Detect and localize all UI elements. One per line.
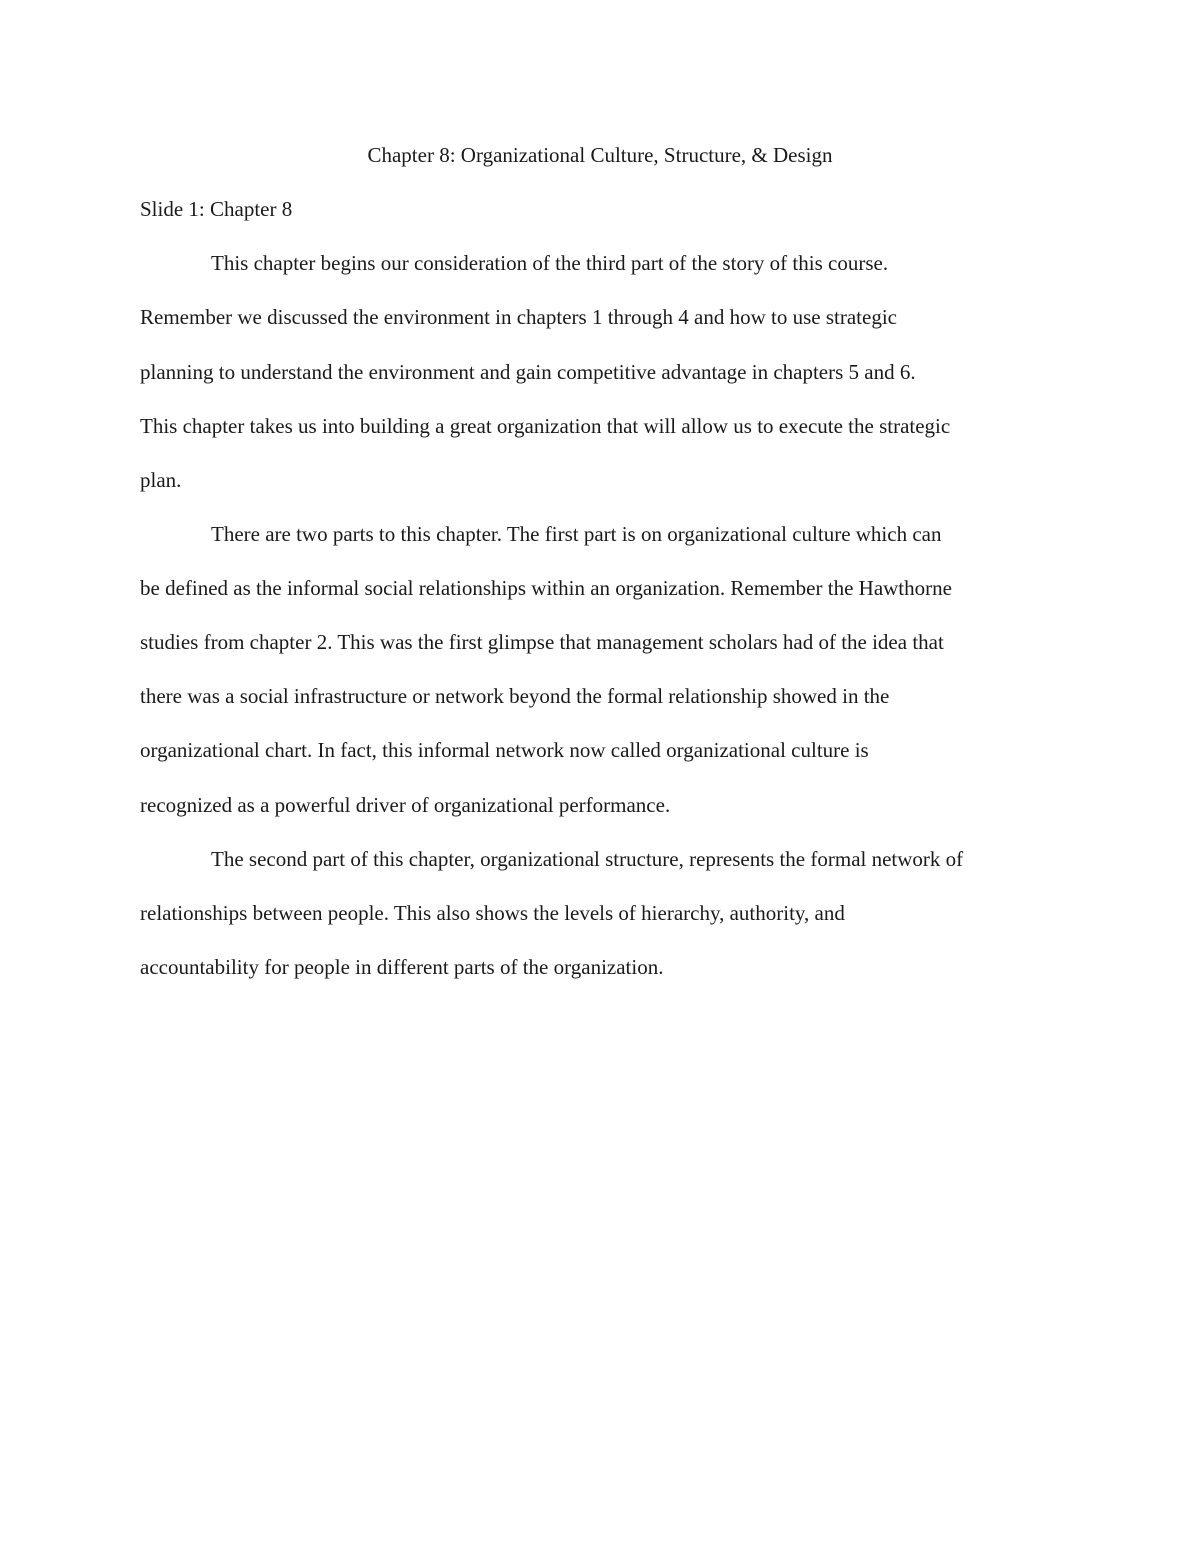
paragraph-line: relationships between people. This also shows the levels of hierarchy, authority, and [140, 901, 845, 925]
paragraph-line: There are two parts to this chapter. The first part is on organizational culture which can [211, 522, 942, 546]
paragraph-line: This chapter begins our consideration of the third part of the story of this course. [211, 251, 889, 275]
slide-heading: Slide 1: Chapter 8 [140, 197, 293, 221]
document-title: Chapter 8: Organizational Culture, Structure, & Design [367, 143, 833, 167]
paragraph-line: Remember we discussed the environment in chapters 1 through 4 and how to use strategic [140, 305, 897, 329]
paragraph-line: be defined as the informal social relationships within an organization. Remember the Hawthorne [140, 576, 952, 600]
paragraph-line: recognized as a powerful driver of organizational performance. [140, 793, 671, 817]
paragraph-line: This chapter takes us into building a great organization that will allow us to execute the strategic [140, 414, 951, 438]
paragraph-line: studies from chapter 2. This was the first glimpse that management scholars had of the idea that [140, 630, 944, 654]
paragraph-line: there was a social infrastructure or network beyond the formal relationship showed in the [140, 684, 890, 708]
paragraph-line: The second part of this chapter, organizational structure, represents the formal network of [211, 847, 964, 871]
paragraph-line: organizational chart. In fact, this informal network now called organizational culture is [140, 738, 869, 762]
paragraph-line: planning to understand the environment and gain competitive advantage in chapters 5 and 6. [140, 360, 916, 384]
paragraph-line: accountability for people in different parts of the organization. [140, 955, 664, 979]
paragraph-line: plan. [140, 468, 182, 492]
